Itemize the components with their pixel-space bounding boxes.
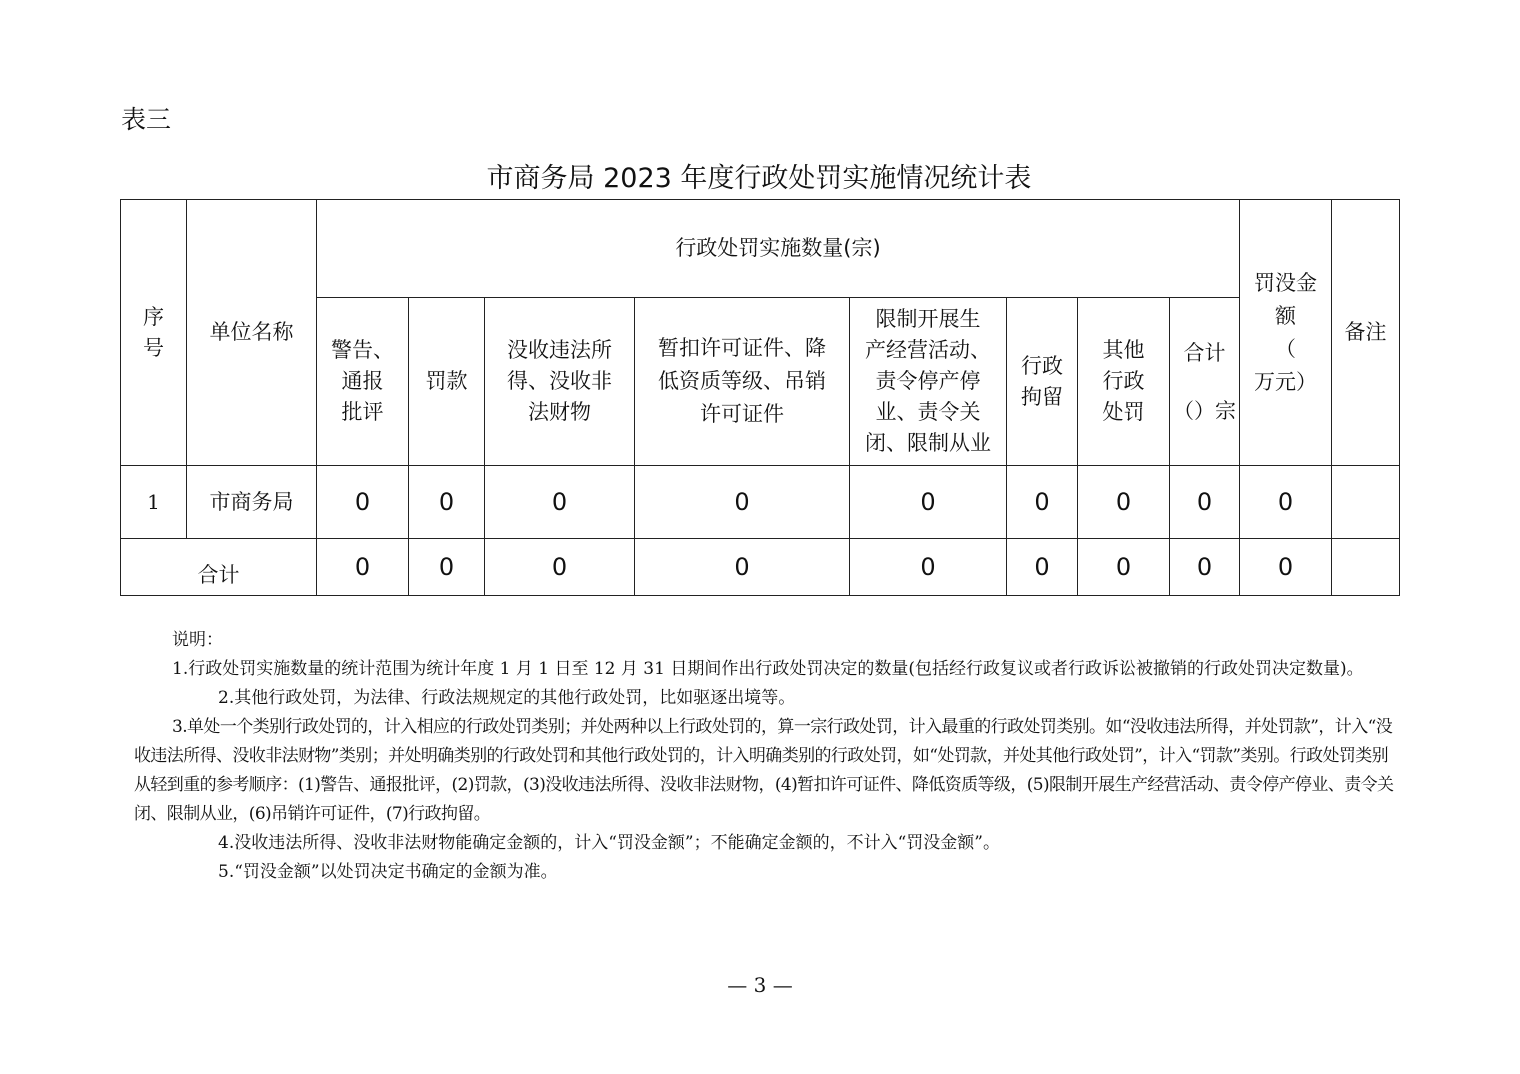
total-value-detention: 0: [1007, 539, 1078, 596]
header-row-1: [121, 200, 1400, 298]
header-suspend: 暂扣许可证件、降 低资质等级、吊销 许可证件: [635, 298, 850, 466]
header-restrict: 限制开展生 产经营活动、 责令停产停 业、责令关 闭、限制从业: [850, 298, 1007, 466]
total-value-fine: 0: [409, 539, 485, 596]
total-value-amount: 0: [1240, 539, 1332, 596]
row-value-fine: 0: [409, 466, 485, 539]
total-value-confiscate: 0: [485, 539, 635, 596]
total-label: 合计: [121, 539, 317, 596]
note-item-2: 2.其他行政处罚，为法律、行政法规规定的其他行政处罚，比如驱逐出境等。: [218, 688, 796, 708]
row-value-confiscate: 0: [485, 466, 635, 539]
note-item-4: 4.没收违法所得、没收非法财物能确定金额的，计入“罚没金额”；不能确定金额的，不计入“罚没金额”。: [218, 833, 1000, 853]
row-value-amount: 0: [1240, 466, 1332, 539]
total-value-warning: 0: [317, 539, 409, 596]
note-item-5: 5.“罚没金额”以处罚决定书确定的金额为准。: [218, 862, 558, 882]
header-count-group: 行政处罚实施数量(宗): [317, 200, 1240, 298]
header-seq: 序 号: [121, 200, 187, 466]
header-confiscate: 没收违法所 得、没收非 法财物: [485, 298, 635, 466]
row-value-restrict: 0: [850, 466, 1007, 539]
total-remark: [1332, 539, 1400, 596]
header-amount: 罚没金 额 （ 万元）: [1240, 200, 1332, 466]
notes-heading: 说明：: [172, 630, 223, 650]
header-total: 合计 （）宗: [1170, 298, 1240, 466]
header-warning: 警告、 通报 批评: [317, 298, 409, 466]
total-value-total: 0: [1170, 539, 1240, 596]
total-value-restrict: 0: [850, 539, 1007, 596]
header-detention: 行政 拘留: [1007, 298, 1078, 466]
statistics-table: [120, 199, 1400, 596]
header-remark: 备注: [1332, 200, 1400, 466]
row-value-detention: 0: [1007, 466, 1078, 539]
header-fine: 罚款: [409, 298, 485, 466]
table-row: [121, 466, 1400, 539]
row-unit: 市商务局: [187, 466, 317, 539]
total-value-other: 0: [1078, 539, 1170, 596]
table-label: 表三: [121, 105, 172, 134]
row-value-warning: 0: [317, 466, 409, 539]
note-item-1: 1.行政处罚实施数量的统计范围为统计年度 1 月 1 日至 12 月 31 日期间作出行政处罚决定的数量(包括经行政复议或者行政诉讼被撤销的行政处罚决定数量)。: [172, 659, 1364, 679]
notes-section: [134, 626, 1400, 887]
row-value-total: 0: [1170, 466, 1240, 539]
document-title: 市商务局 2023 年度行政处罚实施情况统计表: [486, 163, 1032, 194]
row-seq: 1: [121, 466, 187, 539]
row-value-suspend: 0: [635, 466, 850, 539]
total-value-suspend: 0: [635, 539, 850, 596]
header-unit: 单位名称: [187, 200, 317, 466]
page-number: — 3 —: [727, 973, 793, 997]
header-other: 其他 行政 处罚: [1078, 298, 1170, 466]
total-row: [121, 539, 1400, 596]
note-item-3: 3.单处一个类别行政处罚的，计入相应的行政处罚类别；并处两种以上行政处罚的，算一宗行政处罚，计入最重的行政处罚类别。如“没收违法所得，并处罚款”，计入“没收违法所得、没收非法财物”类别；并处明确类别的行政处罚和其他行政处罚的，计入明确类别的行政处罚，如“处罚款，并处其他行政处罚”，计入“罚款”类别。行政处罚类别从轻到重的参考顺序：(1)警告、通报批评，(2)罚款，(3)没收违法所得、没收非法财物，(4)暂扣许可证件、降低资质等级，(5)限制开展生产经营活动、责令停产停业、责令关闭、限制从业，(6)吊销许可证件，(7)行政拘留。: [134, 717, 1394, 824]
row-value-other: 0: [1078, 466, 1170, 539]
row-remark: [1332, 466, 1400, 539]
